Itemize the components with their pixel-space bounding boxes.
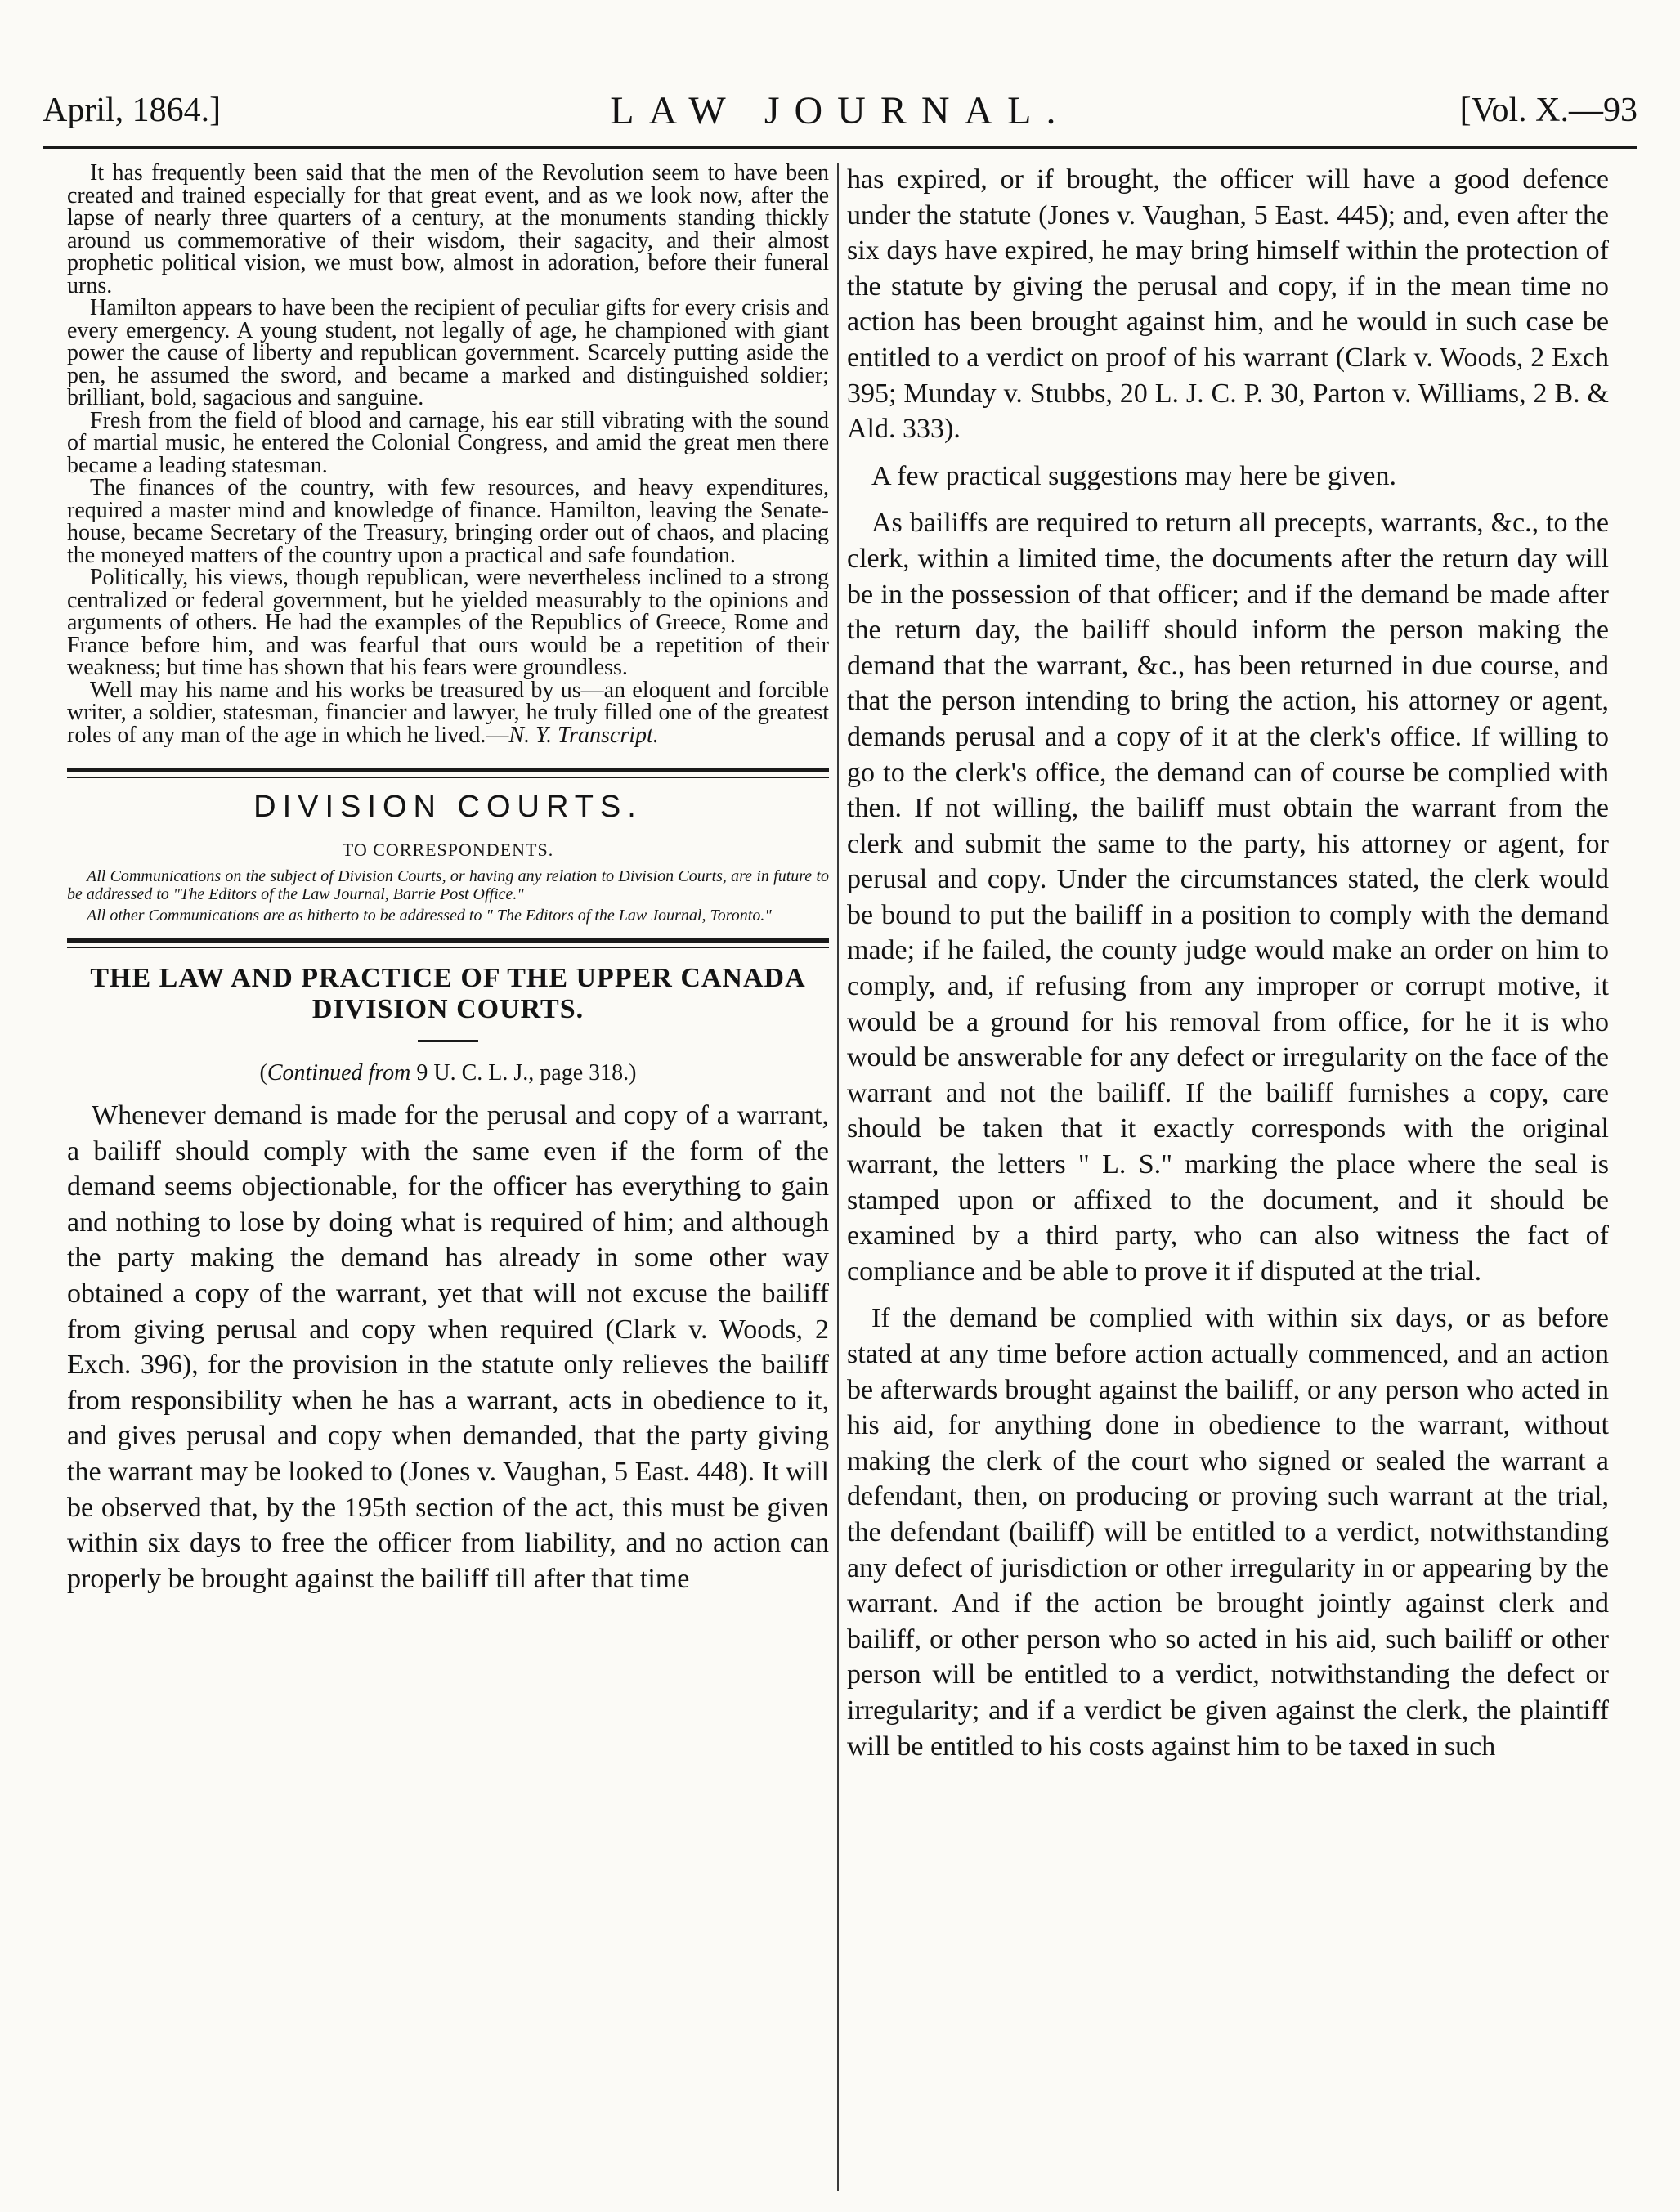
page-header xyxy=(43,82,1637,139)
article-paragraph: Whenever demand is made for the perusal and copy of a warrant, a bailiff should comply with the same even if the form of the demand seems objectionable, for the officer has everything to gain and nothing to lose by doing what is required of him; and although the party making the demand has already in some other way obtained a copy of the warrant, yet that will not excuse the bailiff from giving perusal and copy when required (Clark v. Woods, 2 Exch. 396), for the provision in the statute only relieves the bailiff from responsibility when he has a warrant, acts in obedience to it, and gives perusal and copy when demanded, that the party giving the warrant may be looked to (Jones v. Vaughan, 5 East. 448). It will be observed that, by the 195th section of the act, this must be given within six days to free the officer from liability, and no action can properly be brought against the bailiff till after that time xyxy=(67,1100,829,1594)
notice-line: All other Communications are as hitherto to be addressed to " The Editors of the Law Journal, Toronto." xyxy=(87,907,772,925)
correspondents-notice xyxy=(67,867,829,925)
article-paragraph: It has frequently been said that the men of the Revolution seem to have been created and trained especially for that great event, and as we look now, after the lapse of nearly three quarters of a century, at the monuments standing thickly around us commemorative of their wisdom, their sagacity, and their almost prophetic political vision, we must bow, almost in adoration, before their funeral urns. xyxy=(67,160,829,298)
article-paragraph: If the demand be complied with within six days, or as before stated at any time before action actually commenced, and an action be afterwards brought against the bailiff, or any person who acted in his aid, for anything done in obedience to the warrant, without making the clerk of the court who signed or sealed the warrant a defendant, then, on producing or proving such warrant at the trial, the defendant (bailiff) will be entitled to a verdict, notwithstanding any defect of jurisdiction or other irregularity in or appearing by the warrant. And if the action be brought jointly against clerk and bailiff, or other person who so acted in his aid, such bailiff or other person will be entitled to a verdict, notwithstanding the defect or irregularity; and if a verdict be given against the clerk, the plaintiff will be entitled to his costs against him to be taxed in such xyxy=(847,1303,1609,1762)
continued-ref: 9 U. C. L. J., page 318. xyxy=(416,1060,629,1086)
article-paragraph: Hamilton appears to have been the recipient of peculiar gifts for every crisis and every emergency. A young student, not legally of age, he championed with giant power the cause of liberty and republican government. Scarcely putting aside the pen, he assumed the sword, and became a marked and distinguished soldier; brilliant, bold, sagacious and sanguine. xyxy=(67,295,829,410)
article-paragraph: has expired, or if brought, the officer will have a good defence under the statute (Jones v. Vaughan, 5 East. 445); and, even after the six days have expired, he may bring himself within the protection of the statute by giving the perusal and copy, if in the mean time no action has been brought against him, and he would in such case be entitled to a verdict on proof of his warrant (Clark v. Woods, 2 Exch 395; Munday v. Stubbs, 20 L. J. C. P. 30, Parton v. Williams, 2 B. & Ald. 333). xyxy=(847,164,1609,445)
article-rule-thin xyxy=(67,947,829,948)
article-rule-thick xyxy=(67,938,829,943)
article-paragraph: The finances of the country, with few resources, and heavy expenditures, required a master mind and knowledge of finance. Hamilton, leaving the Senate-house, became Secretary of the Treasury, bringing order out of chaos, and placing the moneyed matters of the country upon a practical and safe foundation. xyxy=(67,475,829,568)
article-paragraph: A few practical suggestions may here be given. xyxy=(871,460,1397,491)
left-column xyxy=(67,162,829,1596)
section-rule-thin xyxy=(67,777,829,778)
article-paragraph-final xyxy=(67,679,829,747)
header-rule xyxy=(43,146,1637,149)
continued-label: Continued from xyxy=(267,1060,411,1086)
final-paragraph-text: Well may his name and his works be treasured by us—an eloquent and forcible writer, a soldier, statesman, financier and lawyer, he truly filled one of the greatest roles of any man of the age in which he lived.— xyxy=(67,677,829,748)
source-credit: N. Y. Transcript. xyxy=(508,722,659,748)
article-paragraph: Fresh from the field of blood and carnage, his ear still vibrating with the sound of martial music, he entered the Colonial Congress, and amid the great men there became a leading statesman. xyxy=(67,407,829,478)
section-rule-thick xyxy=(67,768,829,772)
division-courts-article xyxy=(67,1098,829,1596)
journal-title: LAW JOURNAL. xyxy=(610,88,1071,132)
continued-note: (Continued from 9 U. C. L. J., page 318.) xyxy=(259,1060,637,1086)
header-date: April, 1864.] xyxy=(43,92,222,129)
article-title: THE LAW AND PRACTICE OF THE UPPER CANADA DIVISION COURTS. xyxy=(90,963,806,1024)
header-volume: [Vol. X.—93 xyxy=(1459,92,1637,129)
correspondents-heading: TO CORRESPONDENTS. xyxy=(342,840,554,860)
division-courts-article-continued xyxy=(847,162,1609,1764)
right-column xyxy=(847,162,1609,1764)
article-paragraph: As bailiffs are required to return all precepts, warrants, &c., to the clerk, within a limited time, the documents after the return day will be in the possession of that officer; and if the demand be made after the return day, the bailiff should inform the person making the demand that the warrant, &c., has been returned in due course, and that the person intending to bring the action, his attorney or agent, demands perusal and a copy of it at the clerk's office. If willing to go to the clerk's office, the demand can of course be complied with then. If not willing, the bailiff must obtain the warrant from the clerk and submit the same to the party, his attorney or agent, for perusal and copy. Under the circumstances stated, the clerk would be bound to put the bailiff in a position to comply with the demand made; if he failed, the county judge would make an order on him to comply, and, if refusing from any improper or corrupt motive, it would be a ground for his removal from office, for he it is who would be answerable for any defect or irregularity on the face of the warrant and not the bailiff. If the bailiff furnishes a copy, care should be taken that it exactly corresponds with the original warrant, the letters " L. S." marking the place where the seal is stamped upon or affixed to the document, and it should be examined by a third party, who can also witness the fact of compliance and be able to prove it if disputed at the trial. xyxy=(847,508,1609,1287)
notice-line: All Communications on the subject of Division Courts, or having any relation to Division Courts, are in future to be addressed to "The Editors of the Law Journal, Barrie Post Office." xyxy=(67,867,829,903)
section-heading: DIVISION COURTS. xyxy=(253,790,643,824)
column-divider xyxy=(837,163,839,2191)
title-rule xyxy=(418,1040,478,1042)
article-paragraph: Politically, his views, though republican, were nevertheless inclined to a strong centralized or federal government, but he yielded measurably to the opinions and arguments of others. He had the examples of the Republics of Greece, Rome and France before him, and was fearful that ours would be a repetition of their weakness; but time has shown that his fears were groundless. xyxy=(67,565,829,680)
hamilton-article xyxy=(67,162,829,746)
